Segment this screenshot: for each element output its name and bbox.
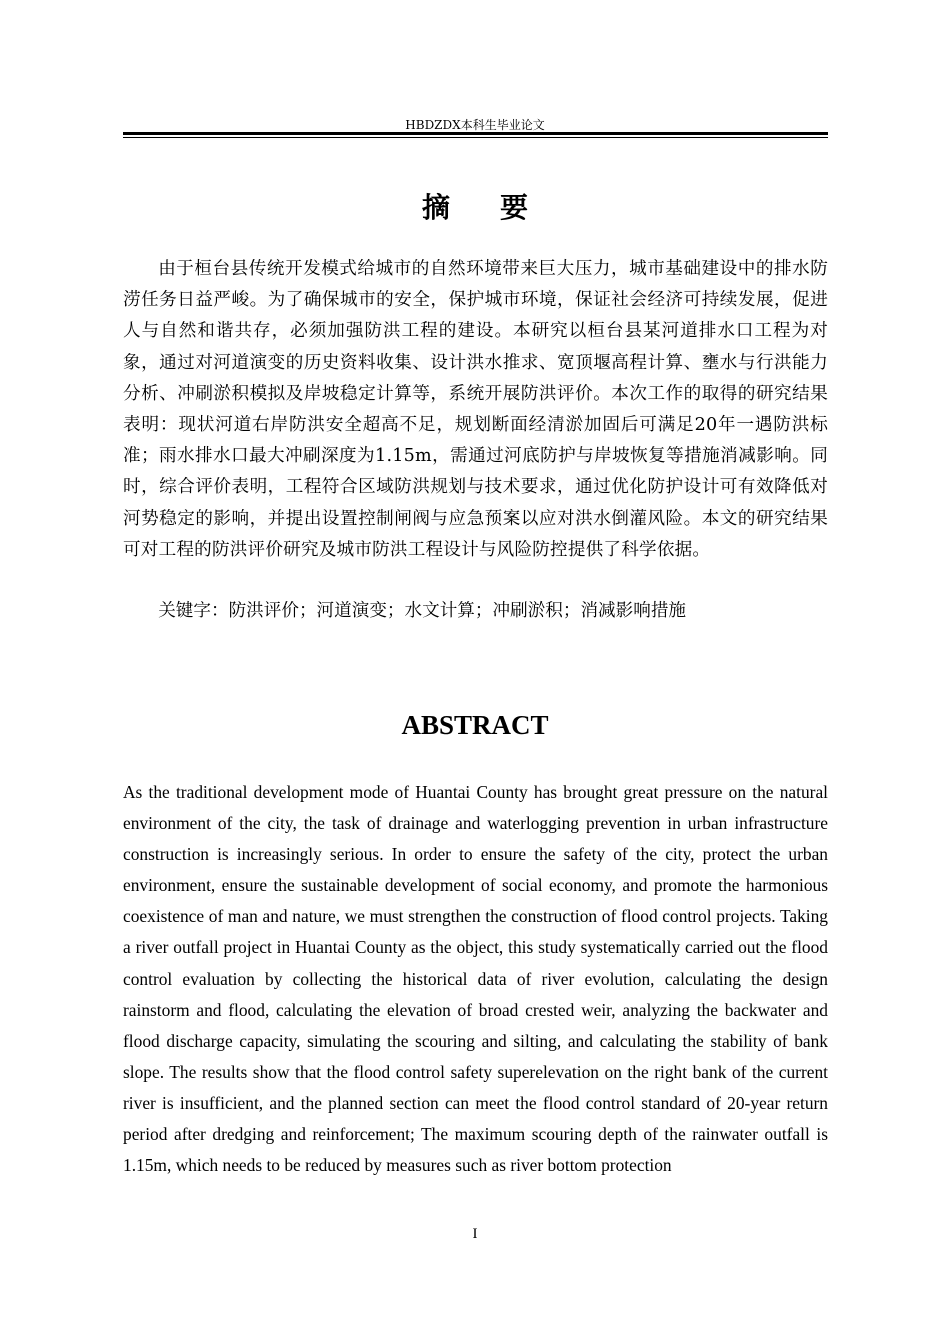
english-abstract-title: ABSTRACT	[401, 710, 549, 740]
chinese-keywords: 关键字：防洪评价；河道演变；水文计算；冲刷淤积；消减影响措施	[158, 601, 687, 621]
page-number: I	[472, 1226, 478, 1242]
chinese-abstract-title: 摘要	[421, 191, 578, 224]
english-abstract-body: As the traditional development mode of Huantai County has brought great pressure on the natural environment of the city, the task of drainage and waterlogging prevention in urban infrastructure construction is increasingly serious. In order to ensure the safety of the city, protect the urban environment, ensure the sustainable development of social economy, and promote the harmonious coexistence of man and nature, we must strengthen the construction of flood control projects. Taking a river outfall project in Huantai County as the object, this study systematically carried out the flood control evaluation by collecting the historical data of river evolution, calculating the design rainstorm and flood, calculating the elevation of broad crested weir, analyzing the backwater and flood discharge capacity, simulating the scouring and silting, and calculating the stability of bank slope. The results show that the flood control safety superelevation on the right bank of the current river is insufficient, and the planned section can meet the flood control standard of 20-year return period after dredging and reinforcement; The maximum scouring depth of the rainwater outfall is 1.15m, which needs to be reduced by measures such as river bottom protection	[123, 782, 828, 1176]
running-header: HBDZDX本科生毕业论文	[405, 118, 545, 132]
header-rule-thin	[123, 137, 828, 138]
header-rule-thick	[123, 132, 828, 135]
chinese-abstract-body: 由于桓台县传统开发模式给城市的自然环境带来巨大压力，城市基础建设中的排水防涝任务日益严峻。为了确保城市的安全，保护城市环境，保证社会经济可持续发展，促进人与自然和谐共存，必须加强防洪工程的建设。本研究以桓台县某河道排水口工程为对象，通过对河道演变的历史资料收集、设计洪水推求、宽顶堰高程计算、壅水与行洪能力分析、冲刷淤积模拟及岸坡稳定计算等，系统开展防洪评价。本次工作的取得的研究结果表明：现状河道右岸防洪安全超高不足，规划断面经清淤加固后可满足20年一遇防洪标准；雨水排水口最大冲刷深度为1.15m，需通过河底防护与岸坡恢复等措施消减影响。同时，综合评价表明，工程符合区域防洪规划与技术要求，通过优化防护设计可有效降低对河势稳定的影响，并提出设置控制闸阀与应急预案以应对洪水倒灌风险。本文的研究结果可对工程的防洪评价研究及城市防洪工程设计与风险防控提供了科学依据。	[123, 259, 828, 560]
